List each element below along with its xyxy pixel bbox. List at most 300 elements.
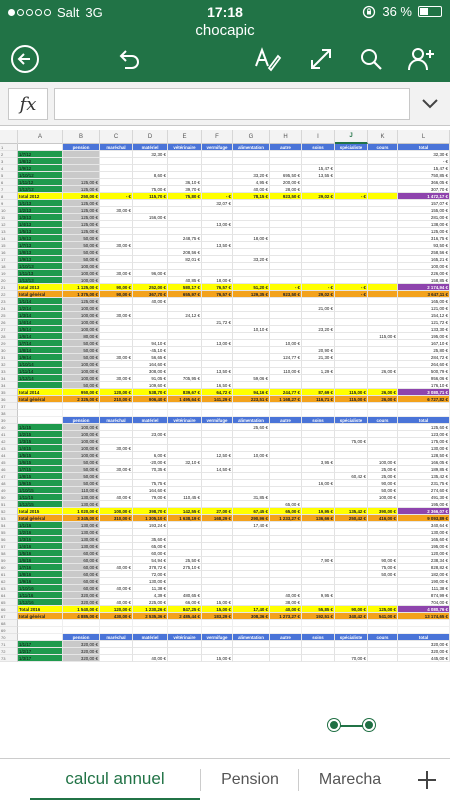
value-cell[interactable]	[335, 445, 368, 452]
value-cell[interactable]	[133, 263, 168, 270]
value-cell[interactable]	[233, 550, 270, 557]
date-cell[interactable]: 1/9/12	[18, 165, 63, 172]
value-cell[interactable]: 13,50 €	[202, 242, 233, 249]
value-cell[interactable]	[368, 585, 398, 592]
value-cell[interactable]: 1 273,27 €	[270, 613, 302, 620]
empty-cell[interactable]	[335, 403, 368, 410]
date-cell[interactable]: 1/2/17	[18, 648, 63, 655]
date-cell[interactable]: 1/8/13	[18, 249, 63, 256]
value-cell[interactable]: 91,05 €	[133, 375, 168, 382]
value-cell[interactable]	[335, 536, 368, 543]
empty-cell[interactable]	[302, 627, 335, 634]
value-cell[interactable]	[168, 536, 202, 543]
value-cell[interactable]	[270, 214, 302, 221]
empty-cell[interactable]	[63, 627, 100, 634]
date-cell[interactable]: total 2013	[18, 284, 63, 291]
value-cell[interactable]: 7,90 €	[302, 557, 335, 564]
value-cell[interactable]: 65,00 €	[270, 508, 302, 515]
value-cell[interactable]: 4,95 €	[233, 179, 270, 186]
value-cell[interactable]: 94,16 €	[233, 389, 270, 396]
value-cell[interactable]: 15,00 €	[202, 655, 233, 662]
value-cell[interactable]	[270, 151, 302, 158]
row-number[interactable]: 57	[0, 543, 18, 550]
value-cell[interactable]: 3 345,00 €	[63, 515, 100, 522]
value-cell[interactable]	[335, 312, 368, 319]
value-cell[interactable]: 100,00 €	[63, 445, 100, 452]
value-cell[interactable]	[100, 340, 133, 347]
value-cell[interactable]	[335, 333, 368, 340]
value-cell[interactable]: 100,00 €	[368, 459, 398, 466]
row-number[interactable]: 54	[0, 522, 18, 529]
value-cell[interactable]: 65,00 €	[133, 543, 168, 550]
value-cell[interactable]: 100,00 €	[63, 361, 100, 368]
row-number[interactable]: 58	[0, 550, 18, 557]
row-number[interactable]: 3	[0, 158, 18, 165]
value-cell[interactable]: 1 638,19 €	[168, 515, 202, 522]
empty-cell[interactable]	[302, 620, 335, 627]
date-cell[interactable]: 1/6/16	[18, 557, 63, 564]
value-cell[interactable]	[368, 277, 398, 284]
value-cell[interactable]	[335, 648, 368, 655]
row-number[interactable]: 43	[0, 445, 18, 452]
value-cell[interactable]: 30,00 €	[100, 466, 133, 473]
value-cell[interactable]: 189,85 €	[398, 466, 450, 473]
value-cell[interactable]: 30,00 €	[100, 375, 133, 382]
value-cell[interactable]	[302, 578, 335, 585]
value-cell[interactable]	[335, 347, 368, 354]
value-cell[interactable]	[202, 445, 233, 452]
value-cell[interactable]	[368, 522, 398, 529]
value-cell[interactable]	[270, 487, 302, 494]
empty-cell[interactable]	[168, 627, 202, 634]
value-cell[interactable]: 195,00 €	[398, 543, 450, 550]
value-cell[interactable]: 40,00 €	[270, 606, 302, 613]
value-cell[interactable]: 130,00 €	[63, 494, 100, 501]
value-cell[interactable]: 2 366,07 €	[398, 508, 450, 515]
value-cell[interactable]: 50,00 €	[63, 249, 100, 256]
value-cell[interactable]: 76,57 €	[202, 284, 233, 291]
value-cell[interactable]	[335, 354, 368, 361]
value-cell[interactable]	[233, 578, 270, 585]
value-cell[interactable]	[368, 354, 398, 361]
row-number[interactable]: 29	[0, 340, 18, 347]
header-cell[interactable]: total	[398, 144, 450, 151]
value-cell[interactable]: 1 168,27 €	[270, 396, 302, 403]
value-cell[interactable]: 3 080,71 €	[398, 389, 450, 396]
value-cell[interactable]	[168, 480, 202, 487]
value-cell[interactable]	[202, 256, 233, 263]
value-cell[interactable]	[202, 543, 233, 550]
value-cell[interactable]	[100, 214, 133, 221]
value-cell[interactable]	[233, 165, 270, 172]
value-cell[interactable]	[270, 333, 302, 340]
row-number[interactable]: 36	[0, 396, 18, 403]
value-cell[interactable]: 55,85 €	[302, 606, 335, 613]
value-cell[interactable]: 9,95 €	[302, 592, 335, 599]
value-cell[interactable]	[302, 242, 335, 249]
value-cell[interactable]: 541,00 €	[368, 613, 398, 620]
value-cell[interactable]: 115,00 €	[335, 389, 368, 396]
empty-cell[interactable]	[168, 403, 202, 410]
value-cell[interactable]: 226,00 €	[398, 270, 450, 277]
date-cell[interactable]: 1/8/15	[18, 473, 63, 480]
row-number[interactable]: 35	[0, 389, 18, 396]
value-cell[interactable]: 15,47 €	[398, 165, 450, 172]
value-cell[interactable]: 125,00 €	[398, 228, 450, 235]
row-number[interactable]: 28	[0, 333, 18, 340]
value-cell[interactable]: 50,00 €	[368, 487, 398, 494]
value-cell[interactable]: 40,00 €	[100, 494, 133, 501]
row-number[interactable]: 34	[0, 375, 18, 382]
value-cell[interactable]	[202, 438, 233, 445]
value-cell[interactable]	[100, 179, 133, 186]
value-cell[interactable]: 750,85 €	[398, 172, 450, 179]
value-cell[interactable]	[368, 312, 398, 319]
value-cell[interactable]	[168, 368, 202, 375]
row-number[interactable]: 56	[0, 536, 18, 543]
value-cell[interactable]	[270, 648, 302, 655]
value-cell[interactable]: 40,00 €	[233, 186, 270, 193]
value-cell[interactable]: 390,00 €	[368, 508, 398, 515]
formula-input[interactable]	[54, 88, 410, 120]
row-number[interactable]: 71	[0, 641, 18, 648]
value-cell[interactable]	[302, 228, 335, 235]
value-cell[interactable]: 491,30 €	[398, 494, 450, 501]
value-cell[interactable]	[270, 361, 302, 368]
value-cell[interactable]: 90,00 €	[368, 557, 398, 564]
value-cell[interactable]: 27,00 €	[202, 508, 233, 515]
value-cell[interactable]	[335, 494, 368, 501]
empty-cell[interactable]	[133, 403, 168, 410]
header-cell[interactable]: maréchal	[100, 634, 133, 641]
value-cell[interactable]: 36,10 €	[168, 179, 202, 186]
row-number[interactable]: 45	[0, 459, 18, 466]
value-cell[interactable]	[270, 326, 302, 333]
value-cell[interactable]	[168, 347, 202, 354]
value-cell[interactable]: 248,75 €	[168, 235, 202, 242]
value-cell[interactable]	[168, 578, 202, 585]
value-cell[interactable]: 416,00 €	[368, 515, 398, 522]
value-cell[interactable]: 2 535,36 €	[133, 613, 168, 620]
value-cell[interactable]: 19,95 €	[302, 508, 335, 515]
value-cell[interactable]: 15,00 €	[202, 599, 233, 606]
value-cell[interactable]	[335, 501, 368, 508]
row-number[interactable]: 39	[0, 417, 18, 424]
header-cell[interactable]: autre	[270, 417, 302, 424]
value-cell[interactable]	[368, 221, 398, 228]
value-cell[interactable]	[368, 158, 398, 165]
value-cell[interactable]: 705,95 €	[168, 375, 202, 382]
value-cell[interactable]: 90,00 €	[100, 291, 133, 298]
value-cell[interactable]	[202, 522, 233, 529]
value-cell[interactable]	[368, 452, 398, 459]
value-cell[interactable]	[335, 529, 368, 536]
value-cell[interactable]	[368, 424, 398, 431]
value-cell[interactable]	[368, 207, 398, 214]
value-cell[interactable]: 96,00 €	[133, 270, 168, 277]
value-cell[interactable]	[233, 270, 270, 277]
value-cell[interactable]	[302, 382, 335, 389]
value-cell[interactable]	[233, 571, 270, 578]
value-cell[interactable]	[302, 585, 335, 592]
value-cell[interactable]	[335, 305, 368, 312]
value-cell[interactable]: 320,00 €	[63, 592, 100, 599]
value-cell[interactable]: 90,00 €	[335, 606, 368, 613]
date-cell[interactable]: 1/7/13	[18, 242, 63, 249]
value-cell[interactable]	[335, 263, 368, 270]
value-cell[interactable]: 10,10 €	[233, 326, 270, 333]
value-cell[interactable]: 25,50 €	[168, 557, 202, 564]
value-cell[interactable]: 135,42 €	[335, 508, 368, 515]
value-cell[interactable]: 50,00 €	[63, 354, 100, 361]
value-cell[interactable]: 11,38 €	[133, 585, 168, 592]
selection-handle-start[interactable]	[328, 719, 340, 731]
value-cell[interactable]	[100, 592, 133, 599]
value-cell[interactable]: - €	[202, 193, 233, 200]
value-cell[interactable]	[202, 641, 233, 648]
value-cell[interactable]	[335, 207, 368, 214]
date-cell[interactable]: 1/4/16	[18, 543, 63, 550]
value-cell[interactable]	[233, 319, 270, 326]
value-cell[interactable]	[233, 305, 270, 312]
value-cell[interactable]: 208,56 €	[168, 249, 202, 256]
row-number[interactable]: 42	[0, 438, 18, 445]
value-cell[interactable]	[233, 473, 270, 480]
value-cell[interactable]: 17,40 €	[233, 606, 270, 613]
value-cell[interactable]: 125,60 €	[398, 424, 450, 431]
value-cell[interactable]: 157,07 €	[398, 200, 450, 207]
row-number[interactable]: 4	[0, 165, 18, 172]
row-number[interactable]: 46	[0, 466, 18, 473]
value-cell[interactable]: 100,00 €	[100, 508, 133, 515]
value-cell[interactable]	[168, 655, 202, 662]
value-cell[interactable]: 398,70 €	[133, 508, 168, 515]
value-cell[interactable]	[100, 333, 133, 340]
empty-cell[interactable]	[63, 410, 100, 417]
value-cell[interactable]	[335, 431, 368, 438]
value-cell[interactable]	[335, 270, 368, 277]
format-icon[interactable]	[250, 42, 284, 76]
value-cell[interactable]	[233, 298, 270, 305]
value-cell[interactable]	[202, 207, 233, 214]
value-cell[interactable]	[270, 473, 302, 480]
date-cell[interactable]: 1/12/14	[18, 375, 63, 382]
value-cell[interactable]	[133, 473, 168, 480]
value-cell[interactable]	[202, 235, 233, 242]
value-cell[interactable]: 10,00 €	[270, 340, 302, 347]
column-header-j[interactable]: J	[335, 130, 368, 144]
row-number[interactable]: 52	[0, 508, 18, 515]
value-cell[interactable]: 70,35 €	[133, 466, 168, 473]
value-cell[interactable]	[368, 543, 398, 550]
value-cell[interactable]	[302, 235, 335, 242]
tab-pension[interactable]: Pension	[221, 771, 279, 788]
value-cell[interactable]	[168, 424, 202, 431]
row-number[interactable]: 64	[0, 592, 18, 599]
value-cell[interactable]	[63, 151, 100, 158]
empty-cell[interactable]	[168, 410, 202, 417]
value-cell[interactable]: 60,42 €	[335, 473, 368, 480]
value-cell[interactable]: 164,60 €	[133, 361, 168, 368]
column-header-h[interactable]: H	[270, 130, 302, 144]
value-cell[interactable]	[335, 179, 368, 186]
value-cell[interactable]: 75,00 €	[133, 186, 168, 193]
value-cell[interactable]	[233, 466, 270, 473]
value-cell[interactable]: 430,00 €	[100, 613, 133, 620]
value-cell[interactable]	[302, 501, 335, 508]
value-cell[interactable]: 50,00 €	[63, 235, 100, 242]
value-cell[interactable]	[368, 578, 398, 585]
value-cell[interactable]: 30,00 €	[100, 242, 133, 249]
row-number[interactable]: 47	[0, 473, 18, 480]
date-cell[interactable]: 1/6/15	[18, 459, 63, 466]
value-cell[interactable]	[100, 256, 133, 263]
value-cell[interactable]: 100,00 €	[368, 494, 398, 501]
value-cell[interactable]: 1 230,26 €	[133, 606, 168, 613]
value-cell[interactable]: 80,00 €	[63, 333, 100, 340]
value-cell[interactable]: - €	[398, 158, 450, 165]
column-header-i[interactable]: I	[302, 130, 335, 144]
value-cell[interactable]	[335, 361, 368, 368]
date-cell[interactable]: 1/11/14	[18, 368, 63, 375]
row-number[interactable]: 16	[0, 249, 18, 256]
value-cell[interactable]	[233, 543, 270, 550]
value-cell[interactable]	[302, 186, 335, 193]
value-cell[interactable]: 839,67 €	[168, 389, 202, 396]
value-cell[interactable]: 13 174,65 €	[398, 613, 450, 620]
value-cell[interactable]	[168, 473, 202, 480]
value-cell[interactable]	[302, 543, 335, 550]
value-cell[interactable]	[233, 200, 270, 207]
date-cell[interactable]: 1/11/13	[18, 270, 63, 277]
value-cell[interactable]	[202, 158, 233, 165]
row-number[interactable]: 66	[0, 606, 18, 613]
value-cell[interactable]	[63, 172, 100, 179]
value-cell[interactable]	[168, 354, 202, 361]
value-cell[interactable]	[202, 361, 233, 368]
value-cell[interactable]: 167,10 €	[398, 340, 450, 347]
header-cell[interactable]: maréchal	[100, 144, 133, 151]
value-cell[interactable]	[100, 536, 133, 543]
header-cell[interactable]: pension	[63, 417, 100, 424]
value-cell[interactable]	[368, 550, 398, 557]
value-cell[interactable]: 79,00 €	[133, 494, 168, 501]
value-cell[interactable]: 24,12 €	[168, 312, 202, 319]
value-cell[interactable]	[368, 249, 398, 256]
row-number[interactable]: 1	[0, 144, 18, 151]
value-cell[interactable]: 695,50 €	[270, 172, 302, 179]
value-cell[interactable]: 125,00 €	[63, 186, 100, 193]
value-cell[interactable]	[302, 256, 335, 263]
value-cell[interactable]: 6,00 €	[133, 452, 168, 459]
value-cell[interactable]	[335, 543, 368, 550]
value-cell[interactable]	[233, 158, 270, 165]
value-cell[interactable]: 100,00 €	[63, 452, 100, 459]
value-cell[interactable]	[100, 277, 133, 284]
date-cell[interactable]: 1/4/13	[18, 221, 63, 228]
date-cell[interactable]: 1/1/14	[18, 298, 63, 305]
value-cell[interactable]: 258,56 €	[398, 249, 450, 256]
value-cell[interactable]	[302, 333, 335, 340]
date-cell[interactable]: 1/8/12	[18, 158, 63, 165]
row-number[interactable]: 68	[0, 620, 18, 627]
value-cell[interactable]	[335, 487, 368, 494]
value-cell[interactable]	[100, 641, 133, 648]
value-cell[interactable]	[100, 557, 133, 564]
value-cell[interactable]: 238,34 €	[398, 557, 450, 564]
value-cell[interactable]	[202, 298, 233, 305]
value-cell[interactable]: 25,00 €	[368, 466, 398, 473]
value-cell[interactable]: 4 885,00 €	[63, 613, 100, 620]
date-cell[interactable]: 1/4/15	[18, 445, 63, 452]
value-cell[interactable]: 50,00 €	[63, 480, 100, 487]
value-cell[interactable]: 32,07 €	[202, 200, 233, 207]
value-cell[interactable]	[368, 599, 398, 606]
value-cell[interactable]: 90,00 €	[100, 284, 133, 291]
value-cell[interactable]	[202, 550, 233, 557]
value-cell[interactable]	[202, 249, 233, 256]
date-cell[interactable]: total général	[18, 291, 63, 298]
value-cell[interactable]: 320,00 €	[63, 648, 100, 655]
value-cell[interactable]	[100, 459, 133, 466]
value-cell[interactable]	[133, 277, 168, 284]
value-cell[interactable]	[335, 249, 368, 256]
value-cell[interactable]	[202, 487, 233, 494]
header-cell[interactable]: alimentation	[233, 144, 270, 151]
value-cell[interactable]: 158,85 €	[398, 277, 450, 284]
value-cell[interactable]	[368, 361, 398, 368]
value-cell[interactable]: 165,60 €	[398, 536, 450, 543]
column-header-c[interactable]: C	[100, 130, 133, 144]
value-cell[interactable]	[202, 564, 233, 571]
column-header-b[interactable]: B	[63, 130, 100, 144]
date-cell[interactable]: 1/1/13	[18, 200, 63, 207]
value-cell[interactable]	[368, 319, 398, 326]
date-cell[interactable]: 1/2/14	[18, 305, 63, 312]
value-cell[interactable]	[368, 179, 398, 186]
value-cell[interactable]	[335, 214, 368, 221]
value-cell[interactable]: 250,42 €	[335, 515, 368, 522]
value-cell[interactable]	[302, 214, 335, 221]
value-cell[interactable]: 111,38 €	[398, 585, 450, 592]
value-cell[interactable]	[233, 333, 270, 340]
value-cell[interactable]: 75,00 €	[335, 438, 368, 445]
value-cell[interactable]: 31,85 €	[233, 494, 270, 501]
value-cell[interactable]: 155,00 €	[398, 207, 450, 214]
value-cell[interactable]: 1 540,00 €	[63, 606, 100, 613]
value-cell[interactable]	[168, 228, 202, 235]
value-cell[interactable]: -20,00 €	[133, 459, 168, 466]
header-cell[interactable]: vermifuge	[202, 144, 233, 151]
row-number[interactable]: 23	[0, 298, 18, 305]
row-number[interactable]: 65	[0, 599, 18, 606]
value-cell[interactable]	[270, 221, 302, 228]
value-cell[interactable]	[233, 249, 270, 256]
value-cell[interactable]	[368, 375, 398, 382]
value-cell[interactable]: 130,00 €	[398, 445, 450, 452]
value-cell[interactable]: 32,10 €	[168, 459, 202, 466]
value-cell[interactable]: 30,00 €	[100, 270, 133, 277]
value-cell[interactable]: 121,00 €	[398, 305, 450, 312]
value-cell[interactable]	[202, 228, 233, 235]
value-cell[interactable]: - €	[335, 291, 368, 298]
value-cell[interactable]: 923,50 €	[270, 193, 302, 200]
date-cell[interactable]: 1/5/14	[18, 326, 63, 333]
empty-cell[interactable]	[398, 403, 450, 410]
value-cell[interactable]	[168, 333, 202, 340]
value-cell[interactable]	[100, 501, 133, 508]
value-cell[interactable]: - €	[335, 193, 368, 200]
